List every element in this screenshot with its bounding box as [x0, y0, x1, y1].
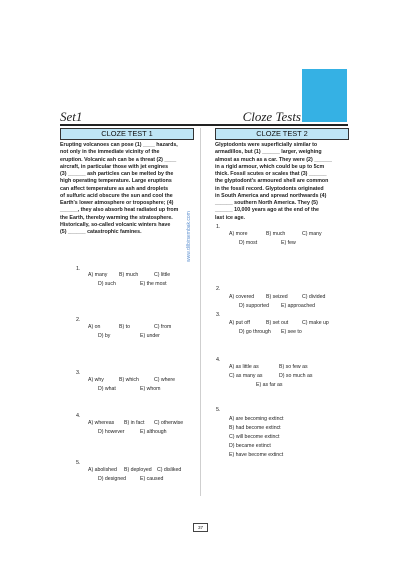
question-number: 2. [216, 286, 221, 292]
option-d[interactable]: D) what [98, 386, 116, 392]
set-label: Set1 [60, 109, 83, 124]
passage-line: can affect temperature as ash and droplets [60, 185, 169, 192]
cloze-test-1-heading: CLOZE TEST 1 [60, 128, 194, 140]
cloze-test-2-heading: CLOZE TEST 2 [215, 128, 349, 140]
option-e[interactable]: E) as far as [256, 382, 283, 388]
option-e[interactable]: E) few [281, 240, 296, 246]
page-title: Cloze Tests [242, 109, 301, 124]
option-e[interactable]: E) approached [281, 303, 316, 309]
option-d[interactable]: D) so much as [279, 373, 313, 379]
option-b[interactable]: B) set out [266, 320, 289, 326]
option-b[interactable]: B) much [266, 231, 286, 237]
option-d[interactable]: D) supported [239, 303, 269, 309]
cloze-test-2-passage [215, 142, 348, 222]
option-c[interactable]: C) where [154, 377, 176, 383]
passage-line: (5) ______ catastrophic famines. [60, 229, 142, 235]
option-a[interactable]: A) as little as [229, 364, 259, 370]
passage-line: the glyptodont's armoured shell are common [215, 178, 329, 185]
option-e[interactable]: E) although [140, 429, 167, 435]
passage-line: thick. Fossil scutes or scales that (3) ______ [215, 171, 327, 177]
passage-line: ______, they also absorb heat radiated up from [60, 207, 179, 214]
passage-line: eruption. Volcanic ash can be a threat (2) ____ [60, 156, 177, 163]
option-b[interactable]: B) had become extinct [229, 425, 281, 431]
option-b[interactable]: B) to [119, 324, 130, 330]
header-rule [60, 124, 348, 126]
passage-line: in a rigid armour, which could be up to 5cm [215, 163, 325, 170]
question-number: 5. [216, 407, 221, 413]
option-a[interactable]: A) are becoming extinct [229, 416, 284, 422]
option-c[interactable]: C) from [154, 324, 172, 330]
passage-line: ______ southern North America. They (5) [215, 200, 318, 206]
option-e[interactable]: E) have become extinct [229, 452, 284, 458]
passage-line: Historically, so-called volcanic winters have [60, 221, 171, 228]
option-a[interactable]: A) abolished [88, 467, 117, 473]
option-a[interactable]: A) whereas [88, 420, 115, 426]
passage-line: in South America and spread northwards (4) [215, 192, 327, 199]
option-e[interactable]: E) caused [140, 476, 164, 482]
passage-line: aircraft, in particular those with jet engines [60, 163, 169, 170]
passage-line: of sulfuric acid obscure the sun and cool the [60, 192, 173, 199]
option-c[interactable]: C) disliked [157, 467, 182, 473]
passage-line: (3) ______ ash particles can be melted by the [60, 171, 174, 177]
passage-line: the Earth, thereby warming the stratosphere. [60, 214, 173, 221]
passage-line: Glyptodonts were superficially similar to [215, 142, 318, 148]
option-b[interactable]: B) seized [266, 294, 288, 300]
column-divider [200, 128, 201, 496]
option-a[interactable]: A) covered [229, 294, 255, 300]
option-c[interactable]: C) divided [302, 294, 326, 300]
passage-line: not only in the immediate vicinity of the [60, 149, 160, 156]
question-number: 3. [76, 370, 81, 376]
option-d[interactable]: D) most [239, 240, 258, 246]
question-number: 4. [76, 413, 81, 419]
question-number: 1. [216, 224, 221, 230]
option-c[interactable]: C) otherwise [154, 420, 184, 426]
option-d[interactable]: D) go through [239, 329, 271, 335]
option-c[interactable]: C) make up [302, 320, 329, 326]
option-e[interactable]: E) whom [140, 386, 161, 392]
cloze-test-1-passage [60, 142, 193, 236]
watermark: www.dilbirsembak.com [186, 211, 192, 262]
option-b[interactable]: B) deployed [124, 467, 152, 473]
passage-line: armadillos, but (1) ______ larger, weighing [215, 149, 322, 156]
question-number: 4. [216, 357, 221, 363]
option-d[interactable]: D) such [98, 281, 116, 287]
question-number: 5. [76, 460, 81, 466]
option-b[interactable]: B) which [119, 377, 139, 383]
option-b[interactable]: B) in fact [124, 420, 145, 426]
option-c[interactable]: C) as many as [229, 373, 263, 379]
option-b[interactable]: B) much [119, 272, 139, 278]
question-number: 2. [76, 317, 81, 323]
passage-line: Earth's lower atmosphere or troposphere; (4) [60, 200, 174, 206]
passage-line: ______ 10,000 years ago at the end of the [215, 207, 319, 214]
option-c[interactable]: C) many [302, 231, 322, 237]
option-d[interactable]: D) designed [98, 476, 126, 482]
passage-line: high operating temperature. Large eruptions [60, 178, 172, 185]
passage-line: last ice age. [215, 214, 246, 221]
option-d[interactable]: D) by [98, 333, 111, 339]
corner-color-tab [302, 69, 347, 122]
passage-line: almost as much as a car. They were (2) ______ [215, 156, 332, 163]
page-number: 37 [193, 523, 208, 532]
passage-line: Erupting volcanoes can pose (1) ____ hazards, [60, 142, 178, 148]
question-number: 3. [216, 312, 221, 318]
option-b[interactable]: B) so few as [279, 364, 308, 370]
option-c[interactable]: C) will become extinct [229, 434, 280, 440]
option-a[interactable]: A) why [88, 377, 104, 383]
question-number: 1. [76, 266, 81, 272]
option-e[interactable]: E) the most [140, 281, 167, 287]
option-a[interactable]: A) put off [229, 320, 250, 326]
option-d[interactable]: D) became extinct [229, 443, 271, 449]
option-a[interactable]: A) more [229, 231, 248, 237]
option-e[interactable]: E) see to [281, 329, 302, 335]
option-a[interactable]: A) many [88, 272, 108, 278]
option-e[interactable]: E) under [140, 333, 160, 339]
option-c[interactable]: C) little [154, 272, 171, 278]
passage-line: in the fossil record. Glyptodonts originated [215, 185, 324, 192]
option-d[interactable]: D) however [98, 429, 125, 435]
option-a[interactable]: A) on [88, 324, 101, 330]
